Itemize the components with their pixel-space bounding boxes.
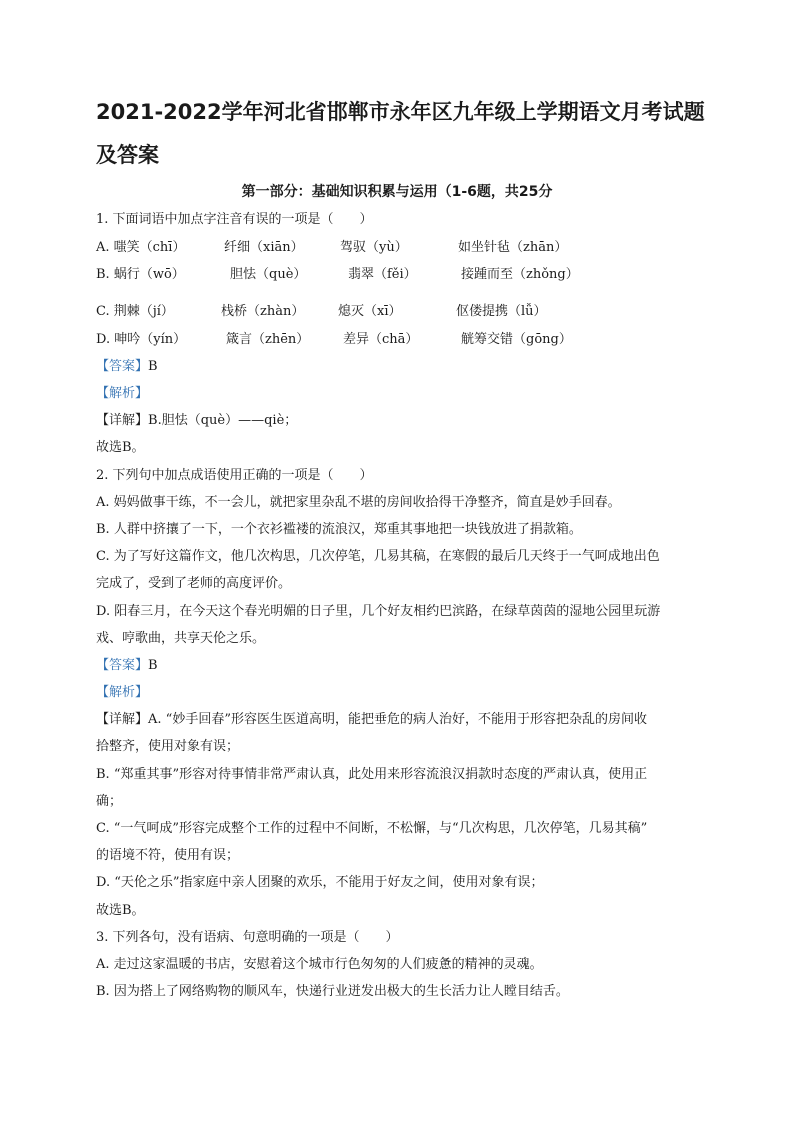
q1-option-d-2: 箴言（zhēn） xyxy=(226,332,310,347)
q2-explanation-6: 的语境不符，使用有误； xyxy=(96,848,240,863)
q1-detail-line xyxy=(96,412,297,430)
q1-conclusion: 故选B。 xyxy=(96,440,145,455)
q2-stem: 2. 下列句中加点成语使用正确的一项是（ ） xyxy=(96,468,373,483)
q2-answer-line xyxy=(96,657,158,675)
q1-option-a-2: 纤细（xiān） xyxy=(224,240,304,255)
q1-option-c-4: 伛偻提携（lǚ） xyxy=(456,304,547,319)
q2-explanation-3: B. “郑重其事”形容对待事情非常严肃认真，此处用来形容流浪汉捐款时态度的严肃认真，使用正 xyxy=(96,767,648,782)
q2-explanation-1 xyxy=(96,711,647,729)
q1-option-c-2: 栈桥（zhàn） xyxy=(221,304,305,319)
q2-option-c-line1: C. 为了写好这篇作文，他几次构思，几次停笔，几易其稿，在寒假的最后几天终于一气呵成地出色 xyxy=(96,549,660,564)
answer-tag: 【答案】 xyxy=(96,658,149,673)
q1-option-a-1: A. 嗤笑（chī） xyxy=(96,240,186,255)
q1-answer: B xyxy=(148,359,158,374)
q2-explanation-2: 拾整齐，使用对象有误； xyxy=(96,739,240,754)
q1-option-d-3: 差异（chā） xyxy=(343,332,419,347)
q1-option-d-1: D. 呻吟（yín） xyxy=(96,332,187,347)
section-heading: 第一部分：基础知识积累与运用（1-6题，共25分 xyxy=(241,184,553,200)
document-title-line1: 2021-2022学年河北省邯郸市永年区九年级上学期语文月考试题 xyxy=(96,100,705,124)
q2-conclusion: 故选B。 xyxy=(96,903,145,918)
q2-analysis-tag: 【解析】 xyxy=(96,685,149,700)
q2-option-c-line2: 完成了，受到了老师的高度评价。 xyxy=(96,576,292,591)
detail-tag: 【详解】 xyxy=(96,712,149,727)
q3-stem: 3. 下列各句，没有语病、句意明确的一项是（ ） xyxy=(96,930,399,945)
q3-option-a: A. 走过这家温暖的书店，安慰着这个城市行色匆匆的人们疲惫的精神的灵魂。 xyxy=(96,957,543,972)
q1-stem: 1. 下面词语中加点字注音有误的一项是（ ） xyxy=(96,212,373,227)
q2-explanation-5: C. “一气呵成”形容完成整个工作的过程中不间断，不松懈，与“几次构思，几次停笔，几易其稿” xyxy=(96,821,648,836)
q2-explanation-1-text: A. “妙手回春”形容医生医道高明，能把垂危的病人治好，不能用于形容把杂乱的房间收 xyxy=(148,712,647,727)
q1-option-b-1: B. 蜗行（wō） xyxy=(96,267,185,282)
q2-option-a: A. 妈妈做事干练，不一会儿，就把家里杂乱不堪的房间收拾得干净整齐，简直是妙手回春。 xyxy=(96,495,621,510)
q1-option-b-3: 翡翠（fěi） xyxy=(348,267,417,282)
answer-tag: 【答案】 xyxy=(96,359,149,374)
q2-option-d-line2: 戏、哼歌曲，共享天伦之乐。 xyxy=(96,631,266,646)
document-title-line2: 及答案 xyxy=(96,143,159,167)
q1-option-a-3: 驾驭（yù） xyxy=(340,240,408,255)
q1-answer-line xyxy=(96,358,158,376)
q1-option-c-1: C. 荆棘（jí） xyxy=(96,304,174,319)
q3-option-b: B. 因为搭上了网络购物的顺风车，快递行业迸发出极大的生长活力让人瞠目结舌。 xyxy=(96,984,569,999)
q2-explanation-4: 确； xyxy=(96,794,123,809)
q1-option-c-3: 熄灭（xī） xyxy=(338,304,402,319)
detail-tag: 【详解】 xyxy=(96,413,149,428)
q2-explanation-7: D. “天伦之乐”指家庭中亲人团聚的欢乐，不能用于好友之间，使用对象有误； xyxy=(96,875,544,890)
q1-option-d-4: 觥筹交错（gōng） xyxy=(461,332,572,347)
q2-option-d-line1: D. 阳春三月，在今天这个春光明媚的日子里，几个好友相约巴滨路，在绿草茵茵的湿地公园里玩游 xyxy=(96,604,661,619)
q1-option-b-4: 接踵而至（zhǒng） xyxy=(461,267,579,282)
q1-detail: B.胆怯（què）——qiè； xyxy=(148,413,298,428)
q1-option-b-2: 胆怯（què） xyxy=(230,267,307,282)
q2-option-b: B. 人群中挤攘了一下，一个衣衫褴褛的流浪汉，郑重其事地把一块钱放进了捐款箱。 xyxy=(96,522,582,537)
q1-option-a-4: 如坐针毡（zhān） xyxy=(458,240,568,255)
q2-answer: B xyxy=(148,658,158,673)
q1-analysis-tag: 【解析】 xyxy=(96,386,149,401)
